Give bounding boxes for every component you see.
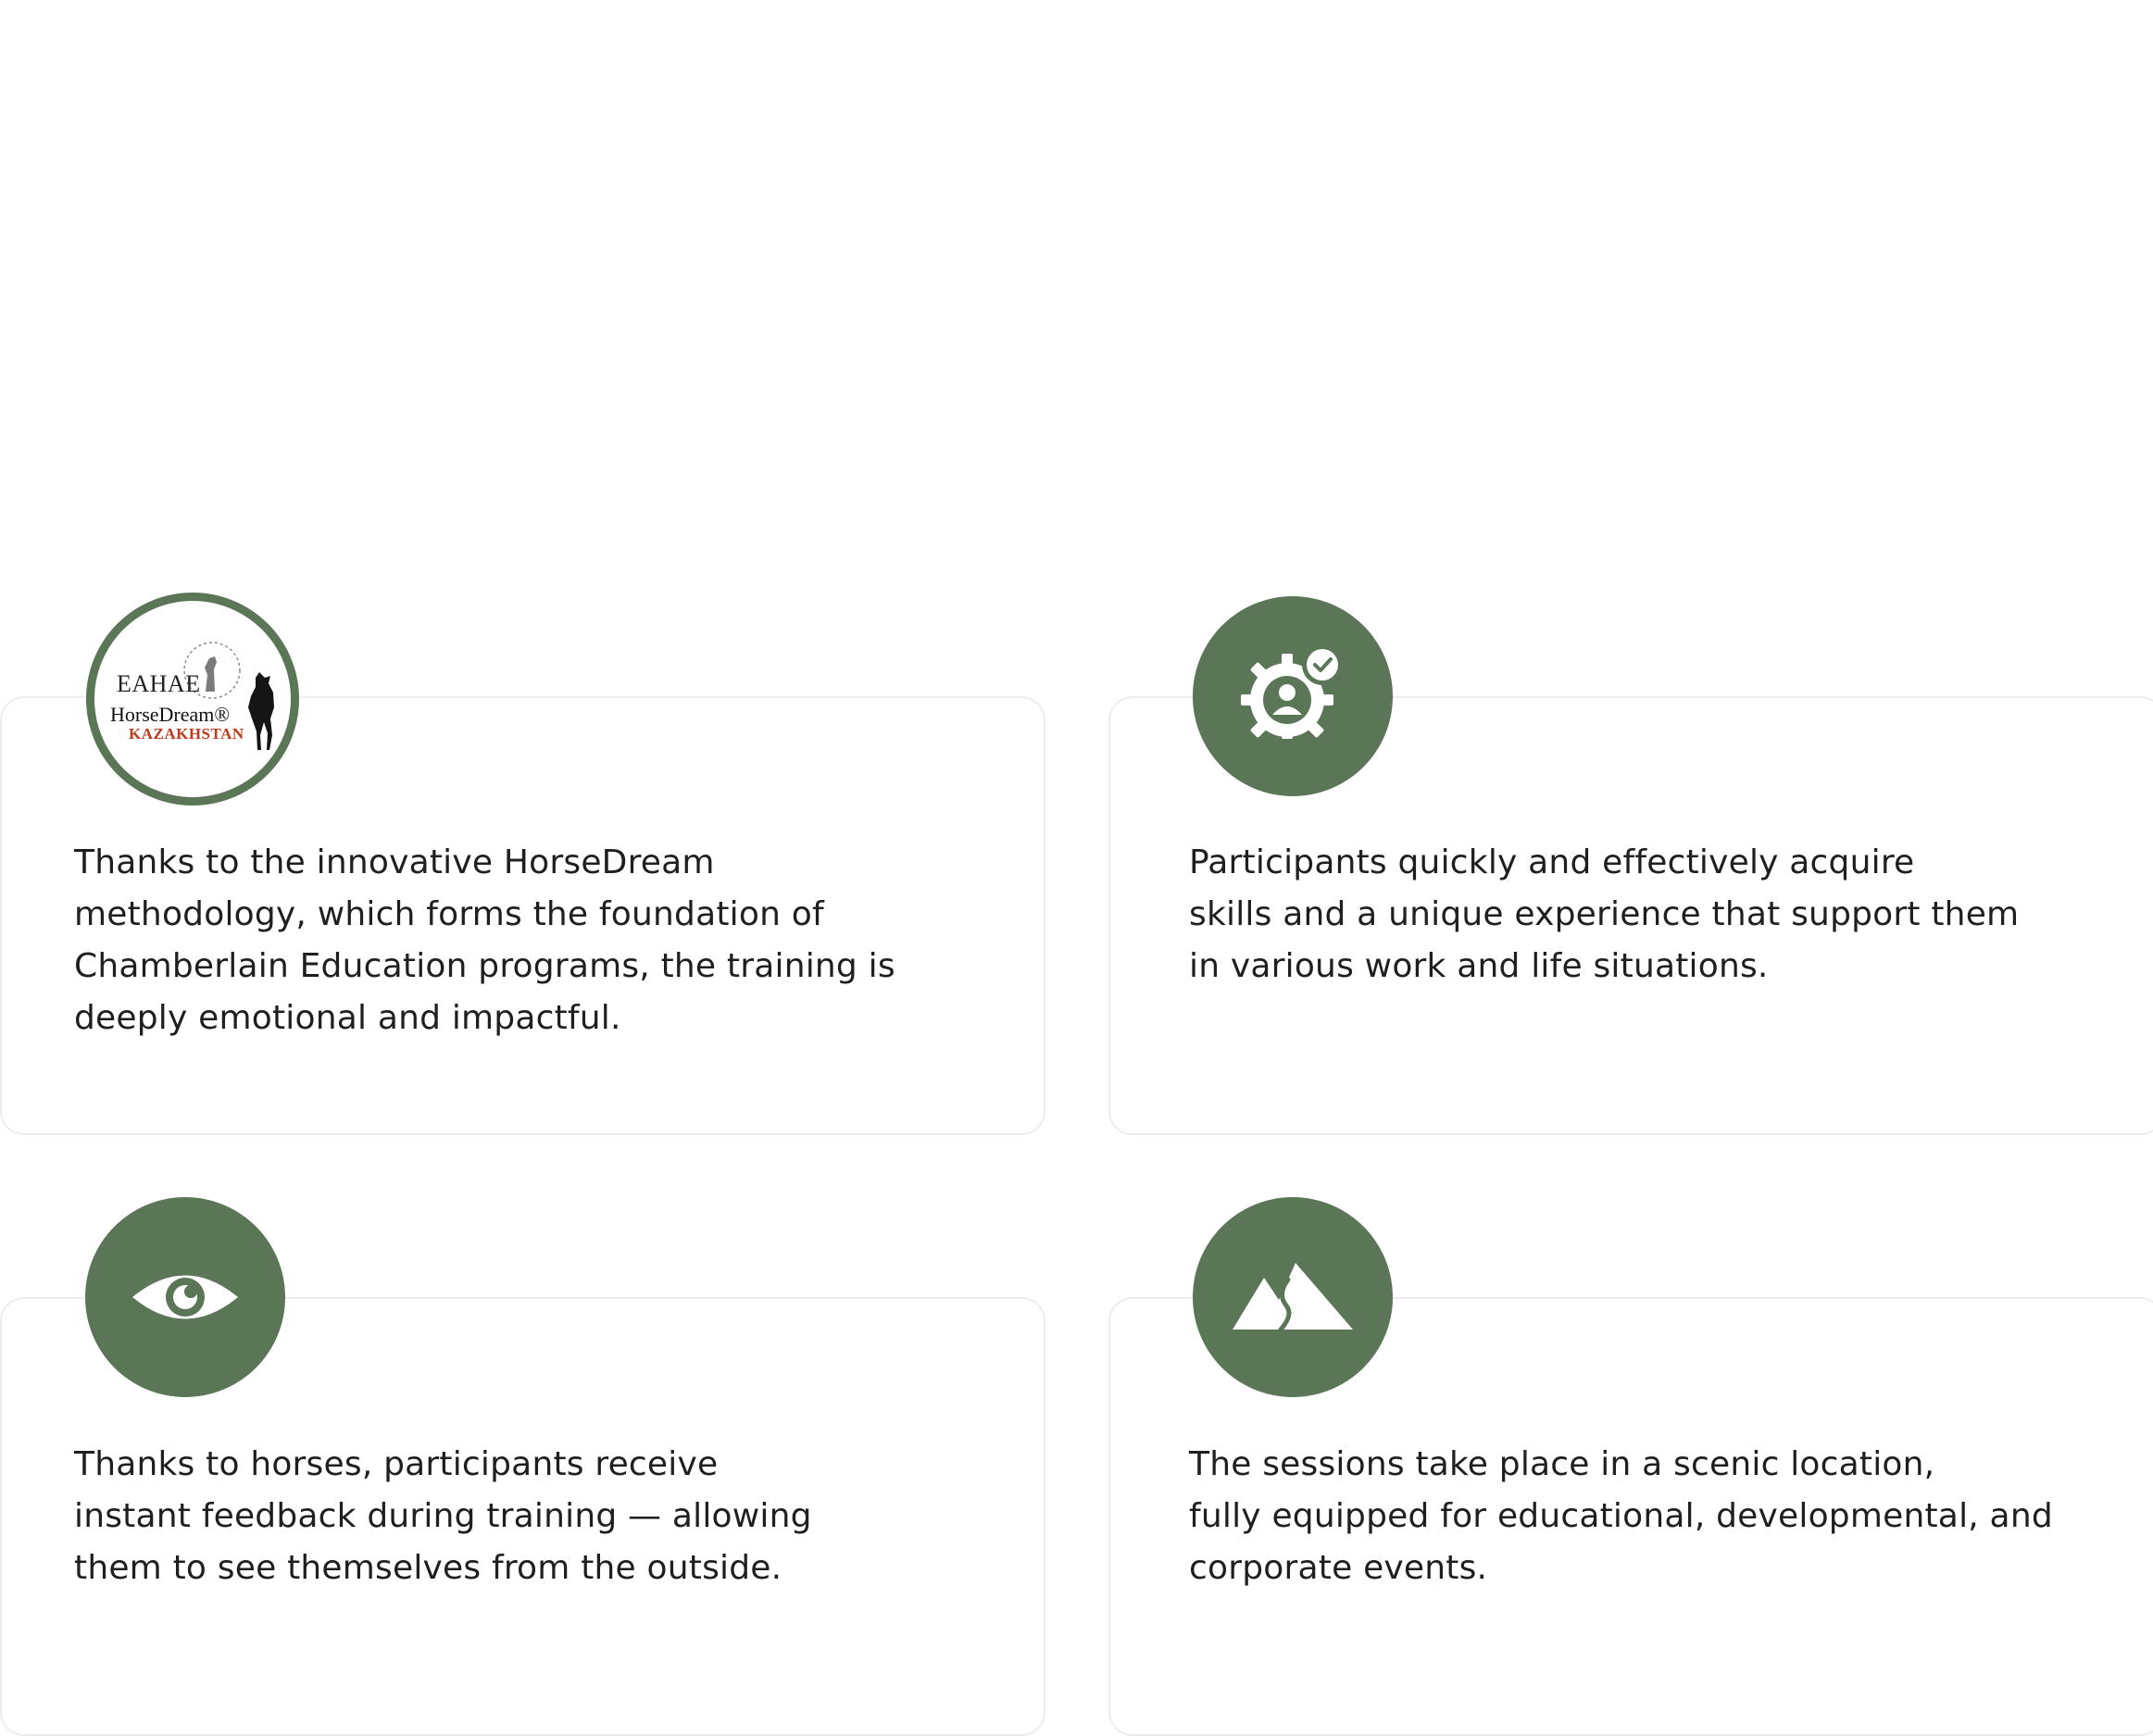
feature-text-feedback: Thanks to horses, participants receive instant feedback during training — allowing them to see themselves from the outside. bbox=[74, 1445, 812, 1587]
gear-user-check-icon bbox=[1193, 596, 1393, 796]
horsedream-logo-icon bbox=[86, 593, 299, 806]
horse-silhouette-icon bbox=[243, 670, 280, 754]
logo-eahae-text: EAHAE bbox=[117, 670, 201, 697]
eye-icon bbox=[85, 1197, 285, 1397]
gear-user-check-glyph bbox=[1233, 637, 1352, 756]
feature-text-methodology: Thanks to the innovative HorseDream methodology, which forms the foundation of Chamberlain Education programs, the training is deeply emotional and impactful. bbox=[74, 843, 895, 1037]
mountain-glyph bbox=[1233, 1263, 1353, 1331]
logo-horsedream-text: HorseDream® bbox=[110, 703, 231, 726]
logo-kazakhstan-text: KAZAKHSTAN bbox=[129, 725, 244, 743]
eye-glyph bbox=[131, 1268, 240, 1326]
logo-badge bbox=[94, 601, 291, 797]
feature-text-location: The sessions take place in a scenic location, fully equipped for educational, developmental, and corporate events. bbox=[1189, 1445, 2053, 1587]
mountain-icon bbox=[1193, 1197, 1393, 1397]
feature-text-skills: Participants quickly and effectively acquire skills and a unique experience that support them in various work and life situations. bbox=[1189, 843, 2020, 985]
